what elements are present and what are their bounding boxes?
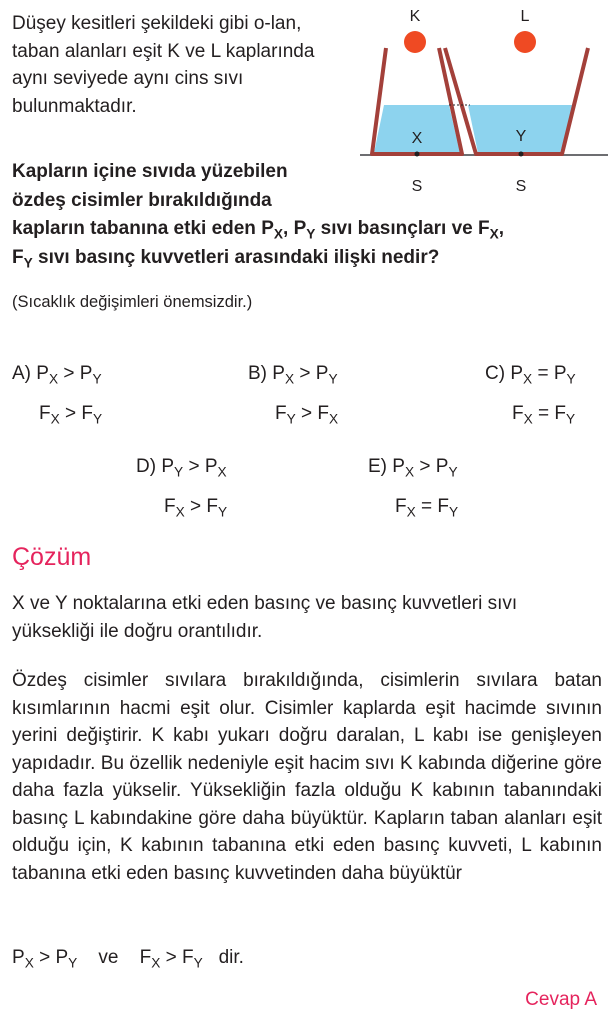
option-d[interactable]: D) $P_Y > P_X$ $F_X > F_Y$ bbox=[136, 456, 228, 520]
option-c[interactable]: C) $P_X = P_Y$ $F_X = F_Y$ bbox=[485, 363, 576, 427]
intro-paragraph: Düşey kesitleri şekildeki gibi o-lan, taban alanları eşit K ve L kaplarında aynı seviyede aynı cins sıvı bulunmaktadır. bbox=[12, 13, 315, 117]
question-line-4: $F_Y$ sıvı basınç kuvvetleri arasındaki ilişki nedir? bbox=[12, 246, 440, 270]
option-e[interactable]: E) $P_X > P_Y$ $F_X = F_Y$ bbox=[368, 456, 459, 520]
label-s-k: S bbox=[411, 178, 423, 195]
label-y: Y bbox=[515, 128, 527, 145]
question-line-1: Kapların içine sıvıda yüzebilen bbox=[12, 161, 288, 182]
ball-l bbox=[514, 31, 536, 53]
option-a[interactable]: A) $P_X > P_Y$ $F_X > F_Y$ bbox=[12, 363, 103, 427]
solution-paragraph-1: X ve Y noktalarına etki eden basınç ve basınç kuvvetleri sıvı yüksekliği ile doğru orantılıdır. bbox=[12, 593, 518, 642]
label-l: L bbox=[520, 8, 530, 25]
answer-label: Cevap A bbox=[525, 989, 597, 1010]
option-b[interactable]: B) $P_X > P_Y$ $F_Y > F_X$ bbox=[248, 363, 339, 427]
question-line-3: kapların tabanına etki eden $P_X$, $P_Y$ sıvı basınçları ve $F_X$, bbox=[12, 218, 505, 242]
label-s-l: S bbox=[515, 178, 527, 195]
ball-k bbox=[404, 31, 426, 53]
point-y bbox=[519, 152, 524, 157]
final-relation: $P_X > P_Y$ ve $F_X > F_Y$ dir. bbox=[12, 947, 244, 971]
solution-paragraph-2: Özdeş cisimler sıvılara bırakıldığında, cisimlerin sıvılara batan kısımlarının hacmi eşit olur. Cisimler kaplarda eşit hacimde sıvının yerini değiştirir. K kabı yukarı doğru daralan, L kabı ise genişleyen yapıdadır. Bu özellik nedeniyle eşit hacim sıvı K kabında diğerine göre daha fazla yükselir. Yüksekliğin fazla olduğu K kabının tabanındaki basınç L kabındakine göre daha büyüktür. Kapların taban alanları eşit olduğu için, K kabının tabanına etki eden basınç kuvveti, L kabının tabanına etki eden basınç kuvvetinden daha büyüktür bbox=[12, 670, 602, 884]
label-x: X bbox=[411, 130, 423, 147]
point-x bbox=[415, 152, 420, 157]
question-line-2: özdeş cisimler bırakıldığında bbox=[12, 189, 272, 211]
solution-title: Çözüm bbox=[12, 543, 92, 571]
label-k: K bbox=[409, 8, 421, 25]
question bbox=[12, 158, 607, 272]
question-note: (Sıcaklık değişimleri önemsizdir.) bbox=[12, 293, 253, 311]
